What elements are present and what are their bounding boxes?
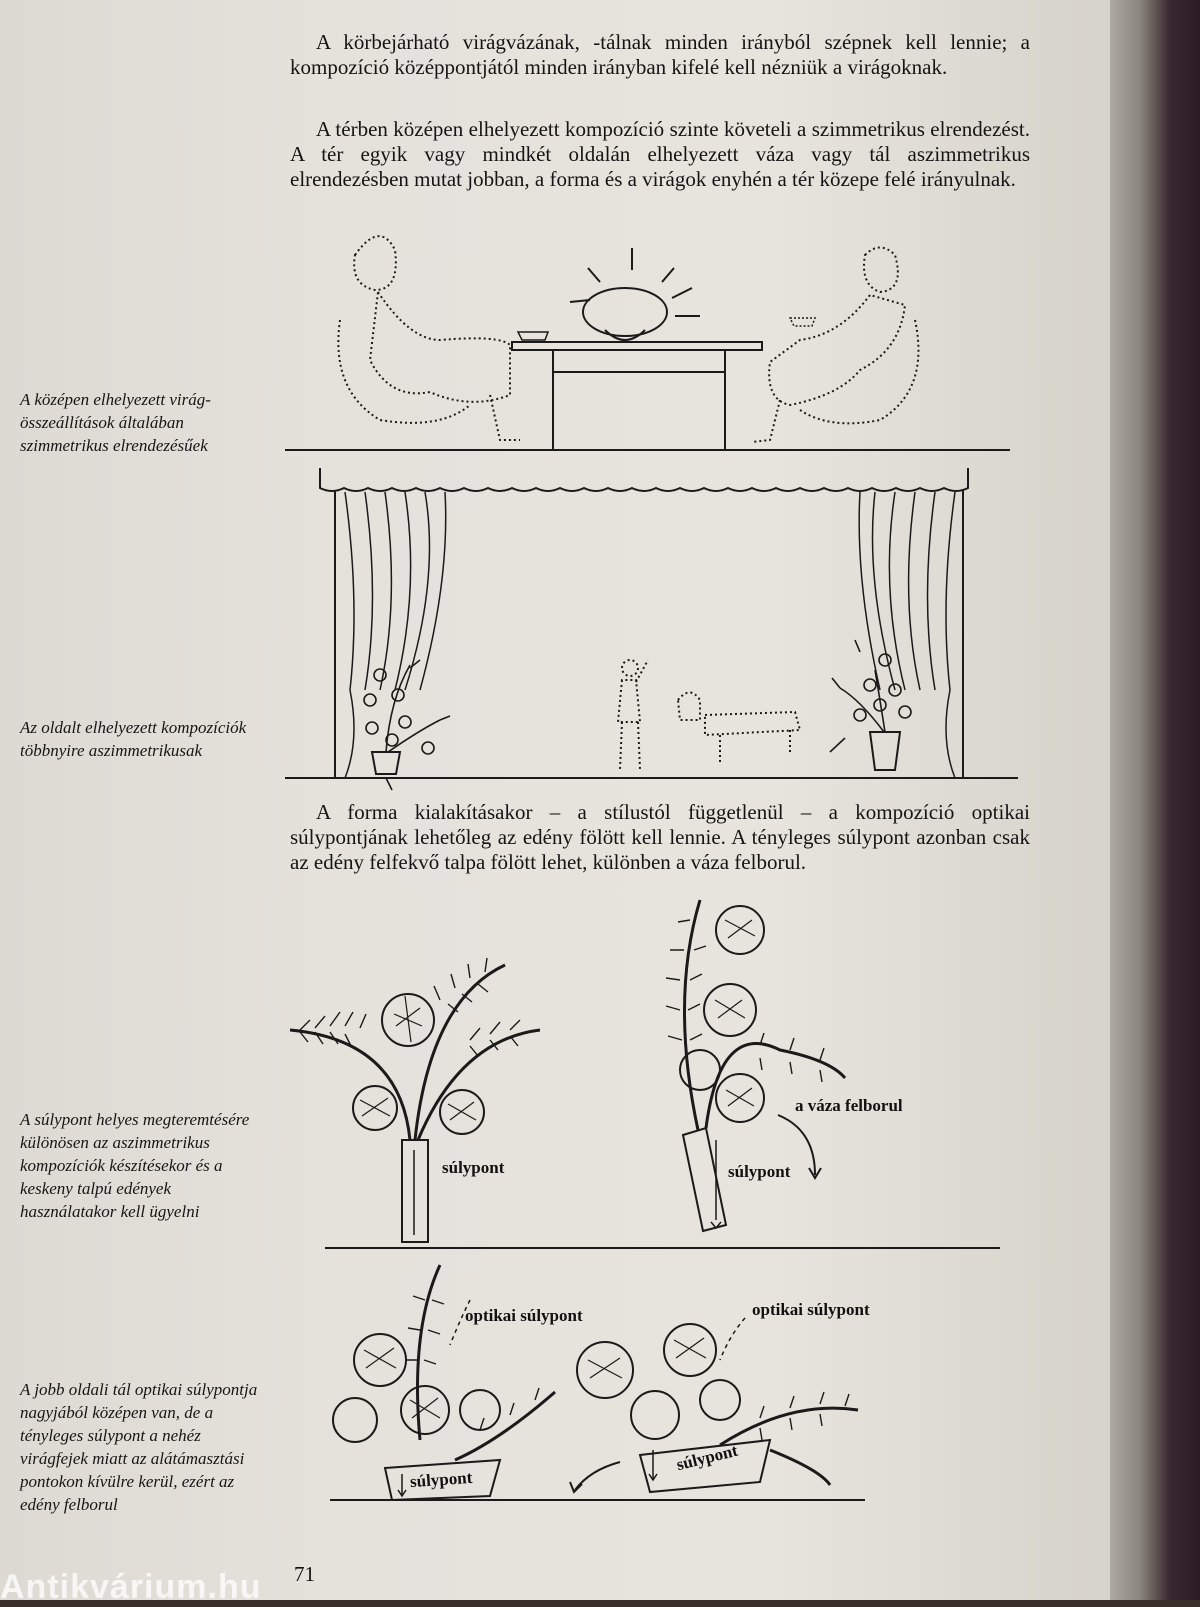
caption-gravity-balance: A súlypont helyes megteremtésére különösen az aszimmetrikus kompozíciók készítésekor és a keskeny talpú edények használatakor kell ügyelni [20,1110,250,1221]
book-edge [1100,0,1200,1600]
paragraph-3: A forma kialakításakor – a stílustól függetlenül – a kompozíció optikai súlypontjának lehetőleg az edény fölött kell lennie. A tényleges súlypont azonban csak az edény felfekvő talpa fölött lehet, különben a váza felborul. [290,800,1030,874]
table-scene-illustration [285,236,1010,450]
watermark: Antikvárium.hu [0,1568,262,1606]
caption-center-arrangement: A középen elhelyezett virág-összeállítások általában szimmetrikus elrendezésűek [20,390,211,455]
label-center-of-gravity-right: súlypont [728,1162,791,1181]
left-bowl-illustration [333,1265,555,1500]
label-center-of-gravity-left: súlypont [442,1158,505,1177]
caption-side-arrangement: Az oldalt elhelyezett kompozíciók többnyire aszimmetrikusak [20,718,247,760]
label-optical-gravity-left: optikai súlypont [465,1306,583,1325]
label-bowl-gravity-left: súlypont [409,1467,473,1492]
page-number: 71 [294,1562,315,1586]
label-bowl-gravity-right: súlypont [674,1440,740,1475]
label-vase-falls: a váza felborul [795,1096,903,1115]
caption-bowl-falls: A jobb oldali tál optikai súlypontja nagyjából középen van, de a tényleges súlypont a nehéz virágfejek miatt az alátámasztási pontokon kívülre kerül, ezért az edény felborul [20,1380,258,1514]
balanced-vase-illustration [290,958,540,1242]
paragraph-1: A körbejárható virágvázának, -tálnak minden irányból szépnek kell lennie; a kompozíció középpontjától minden irányban kifelé kell nézniük a virágoknak. [290,30,1030,79]
stage-scene-illustration [285,468,1018,790]
label-optical-gravity-right: optikai súlypont [752,1300,870,1319]
paragraph-2: A térben középen elhelyezett kompozíció szinte követeli a szimmetrikus elrendezést. A tér egyik vagy mindkét oldalán elhelyezett váza vagy tál aszimmetrikus elrendezésben mutat jobban, a forma és a virágok enyhén a tér közepe felé irányulnak. [290,117,1030,191]
